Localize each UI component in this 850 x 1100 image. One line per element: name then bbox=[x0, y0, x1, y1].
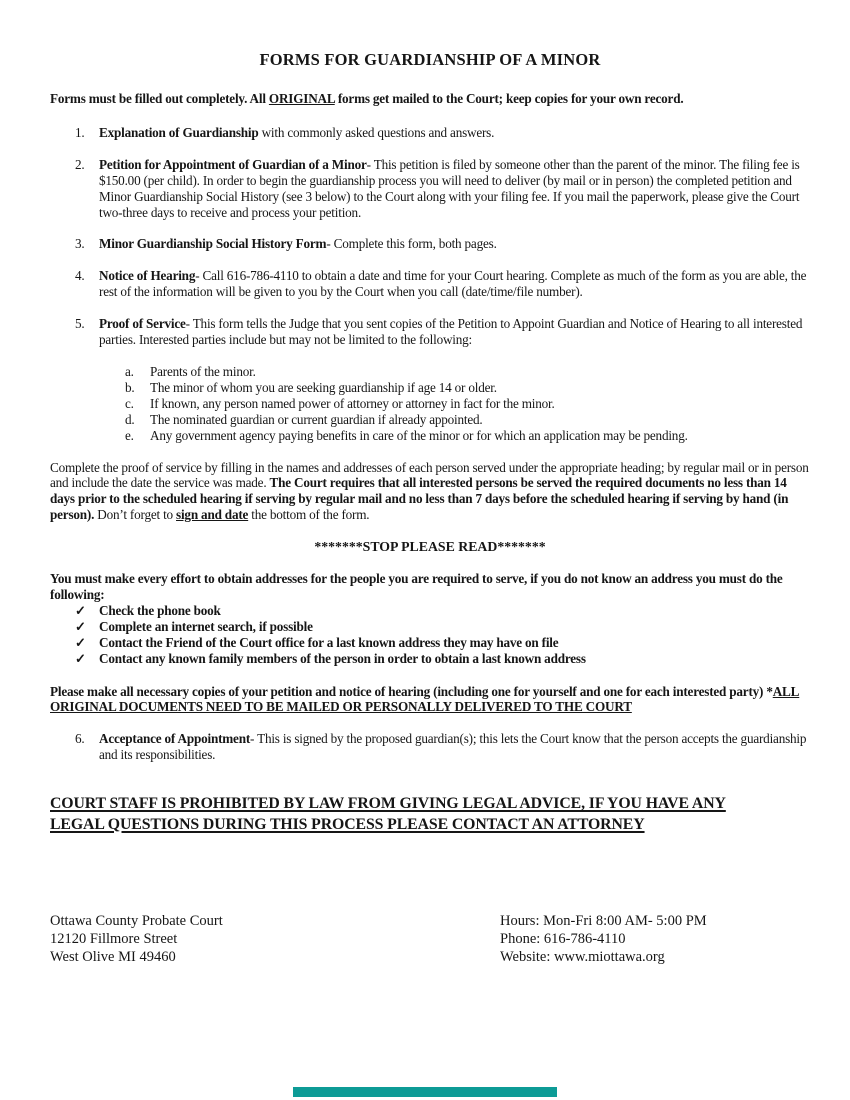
stop-please-read-banner: *******STOP PLEASE READ******* bbox=[314, 539, 546, 555]
sub-item-letter: d. bbox=[125, 411, 135, 427]
list-item-2 bbox=[50, 157, 810, 221]
checklist-text: Complete an internet search, if possible bbox=[99, 618, 313, 634]
legal-warning-line-1: COURT STAFF IS PROHIBITED BY LAW FROM GIVING LEGAL ADVICE, IF YOU HAVE ANY bbox=[50, 795, 726, 813]
intro-text bbox=[50, 91, 810, 107]
sub-item-text: Any government agency paying benefits in care of the minor or for which an application may be pending. bbox=[150, 427, 688, 443]
item-title: Acceptance of Appointment bbox=[99, 731, 251, 747]
sub-item-c bbox=[50, 396, 810, 412]
item-text: - Call 616-786-4110 to obtain a date and time for your Court hearing. Complete as much of the form as you are able, the rest of the information will be given to you by the Court when you call (date/time/file number). bbox=[99, 268, 807, 300]
item-number: 4. bbox=[75, 268, 85, 284]
item-title: Petition for Appointment of Guardian of a Minor bbox=[99, 156, 367, 172]
list-item-6 bbox=[50, 731, 810, 763]
court-phone: Phone: 616-786-4110 bbox=[500, 930, 626, 947]
item-title: Notice of Hearing bbox=[99, 268, 196, 284]
checklist-text: Check the phone book bbox=[99, 602, 221, 618]
check-icon: ✓ bbox=[75, 650, 86, 666]
sub-item-text: The nominated guardian or current guardian if already appointed. bbox=[150, 411, 483, 427]
item-text: - Complete this form, both pages. bbox=[326, 236, 497, 252]
item-title: Explanation of Guardianship bbox=[99, 124, 259, 140]
proof-of-service-paragraph bbox=[50, 460, 810, 524]
interested-parties-list bbox=[50, 364, 810, 444]
legal-advice-warning bbox=[50, 794, 810, 835]
copies-notice bbox=[50, 684, 810, 716]
list-item-5 bbox=[50, 316, 810, 348]
item-content bbox=[99, 731, 810, 763]
checklist-text: Contact the Friend of the Court office for a last known address they may have on file bbox=[99, 634, 559, 650]
list-item-4 bbox=[50, 268, 810, 300]
item-text: - This is signed by the proposed guardian(s); this lets the Court know that the person accepts the guardianship and its responsibilities. bbox=[99, 731, 807, 763]
item-content bbox=[99, 236, 810, 252]
item-title: Proof of Service bbox=[99, 316, 186, 332]
sub-item-b bbox=[50, 380, 810, 396]
sub-item-e bbox=[50, 428, 810, 444]
item-content bbox=[99, 125, 810, 141]
item-number: 1. bbox=[75, 124, 85, 140]
sub-item-text: If known, any person named power of attorney or attorney in fact for the minor. bbox=[150, 395, 555, 411]
address-checklist bbox=[50, 603, 810, 667]
item-title: Minor Guardianship Social History Form bbox=[99, 236, 327, 252]
court-name: Ottawa County Probate Court bbox=[50, 913, 223, 929]
item-number: 2. bbox=[75, 156, 85, 172]
original-documents-underlined: ALL ORIGINAL DOCUMENTS NEED TO BE MAILED OR PERSONALLY DELIVERED TO THE COURT bbox=[50, 683, 800, 715]
check-icon: ✓ bbox=[75, 634, 86, 650]
court-website: Website: www.miottawa.org bbox=[500, 948, 665, 965]
sub-item-text: Parents of the minor. bbox=[150, 363, 256, 379]
sub-item-letter: b. bbox=[125, 379, 135, 395]
court-hours: Hours: Mon-Fri 8:00 AM- 5:00 PM bbox=[500, 913, 707, 929]
item-number: 3. bbox=[75, 236, 85, 252]
sub-item-letter: a. bbox=[125, 363, 134, 379]
bottom-accent-bar bbox=[293, 1087, 557, 1097]
court-street: 12120 Fillmore Street bbox=[50, 930, 178, 947]
checklist-item-internet-search bbox=[50, 619, 810, 635]
item-number: 5. bbox=[75, 316, 85, 332]
checklist-item-phone-book bbox=[50, 603, 810, 619]
sub-item-a bbox=[50, 364, 810, 380]
court-contact-block bbox=[500, 913, 707, 966]
address-effort-heading: You must make every effort to obtain addresses for the people you are required to serve, if you do not know an address you must do the following: bbox=[50, 571, 783, 603]
list-item-3 bbox=[50, 236, 810, 252]
court-address-block bbox=[50, 913, 223, 966]
list-item-1 bbox=[50, 125, 810, 141]
item-content bbox=[99, 268, 810, 300]
service-bold-requirement: The Court requires that all interested persons be served the required documents no less than 14 days prior to the scheduled hearing if serving by regular mail and no less than 7 days before the scheduled hearing if serving by hand (in person). bbox=[50, 475, 789, 523]
checklist-item-friend-of-court bbox=[50, 635, 810, 651]
intro-part1: Forms must be filled out completely. All bbox=[50, 91, 269, 106]
sign-and-date-emphasis: sign and date bbox=[176, 507, 249, 523]
sub-item-d bbox=[50, 412, 810, 428]
item-text: - This form tells the Judge that you sent copies of the Petition to Appoint Guardian and Notice of Hearing to all interested parties. Interested parties include but may not be limited to the following: bbox=[99, 316, 803, 348]
intro-part2: forms get mailed to the Court; keep copies for your own record. bbox=[334, 91, 684, 106]
sub-item-letter: e. bbox=[125, 427, 134, 443]
intro-original-underlined: ORIGINAL bbox=[268, 91, 335, 106]
page-title: FORMS FOR GUARDIANSHIP OF A MINOR bbox=[259, 50, 601, 69]
item-content bbox=[99, 316, 810, 348]
sub-item-text: The minor of whom you are seeking guardianship if age 14 or older. bbox=[150, 379, 497, 395]
check-icon: ✓ bbox=[75, 602, 86, 618]
item-text: - This petition is filed by someone other than the parent of the minor. The filing fee is $150.00 (per child). In order to begin the guardianship process you will need to deliver (by mail or in person) the completed petition and Minor Guardianship Social History (see 3 below) to the Court along with your filing fee. If you mail the paperwork, please give the Court two-three days to receive and process your petition. bbox=[99, 156, 800, 220]
checklist-item-family-members bbox=[50, 651, 810, 667]
check-icon: ✓ bbox=[75, 618, 86, 634]
checklist-text: Contact any known family members of the person in order to obtain a last known address bbox=[99, 650, 586, 666]
service-normal-1: Complete the proof of service by filling in the names and addresses of each person served under the appropriate heading; by regular mail or in person and include the date the service was made. bbox=[50, 459, 809, 491]
item-content bbox=[99, 157, 810, 221]
sub-item-letter: c. bbox=[125, 395, 134, 411]
copies-bold-text: Please make all necessary copies of your petition and notice of hearing (including one for yourself and one for each interested party) * bbox=[50, 683, 773, 699]
court-city: West Olive MI 49460 bbox=[50, 948, 176, 965]
service-normal-3: the bottom of the form. bbox=[248, 507, 370, 523]
item-number: 6. bbox=[75, 731, 85, 747]
service-normal-2: Don’t forget to bbox=[94, 507, 177, 523]
legal-warning-line-2: LEGAL QUESTIONS DURING THIS PROCESS PLEASE CONTACT AN ATTORNEY bbox=[50, 815, 645, 833]
item-text: with commonly asked questions and answers. bbox=[258, 124, 495, 140]
